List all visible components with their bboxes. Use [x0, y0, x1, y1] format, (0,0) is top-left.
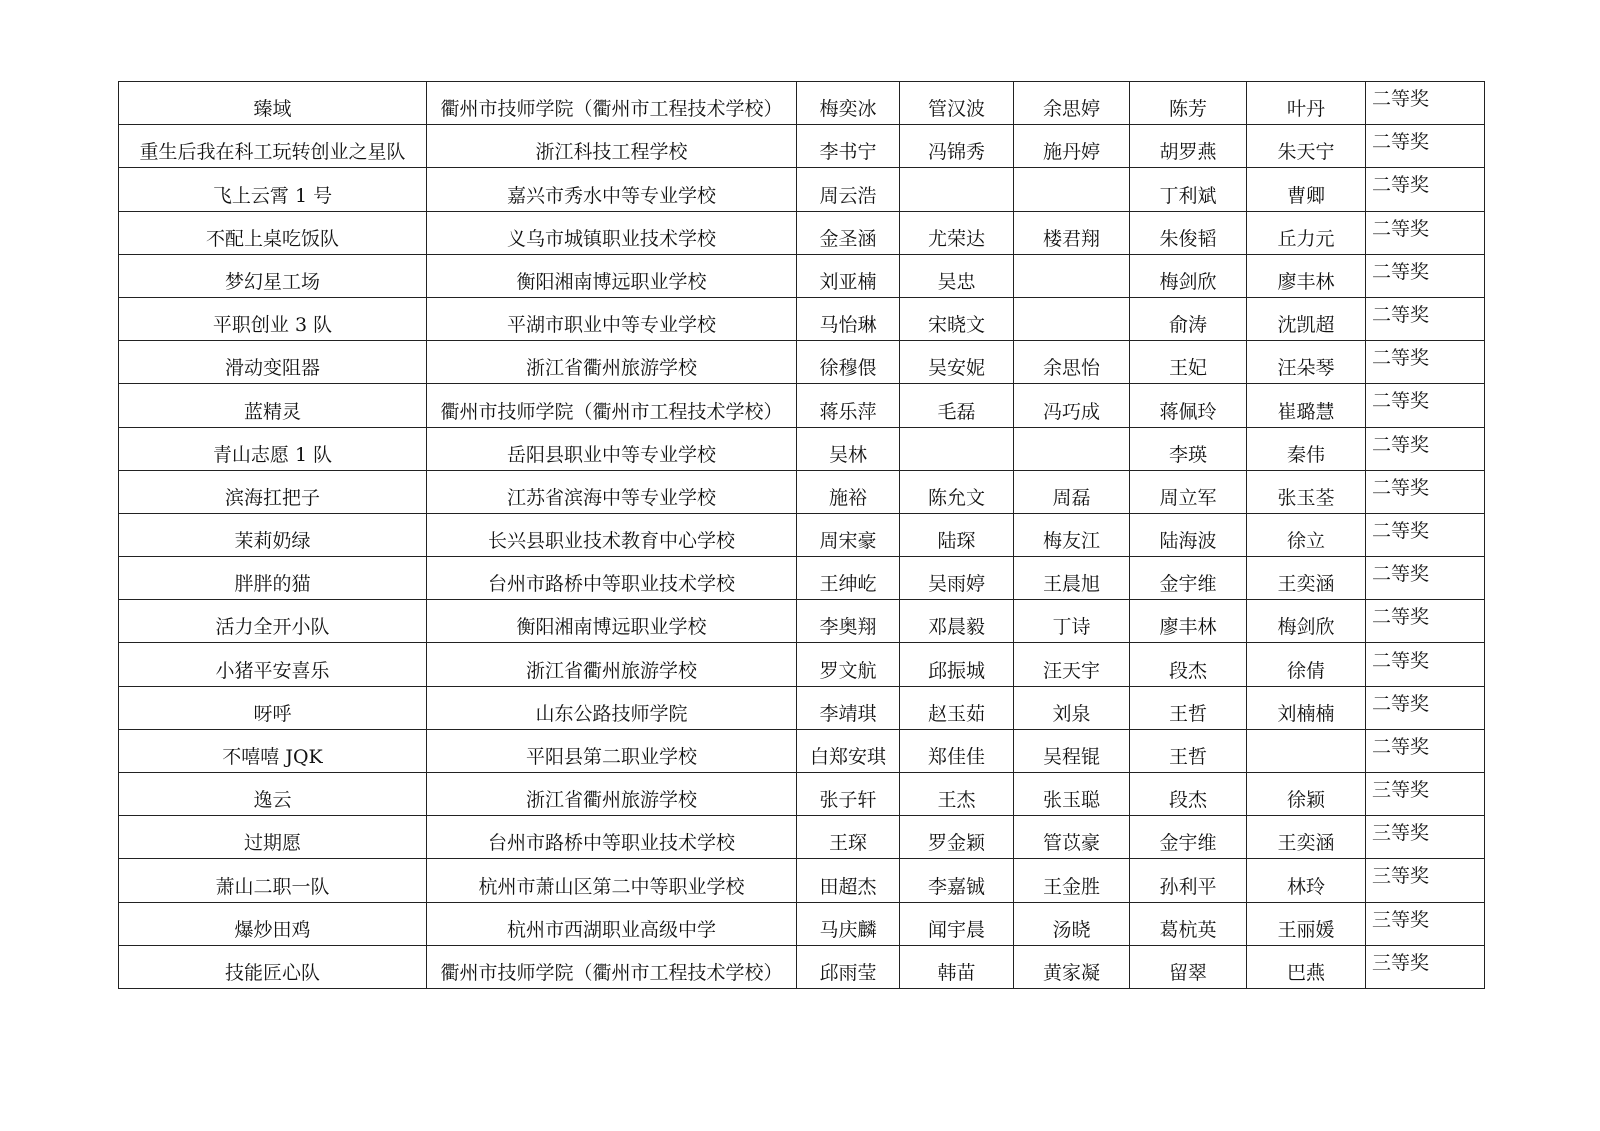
school-name-cell: 义乌市城镇职业技术学校	[427, 211, 797, 254]
award-table-body	[119, 82, 1485, 989]
member-3-cell: 王金胜	[1014, 859, 1130, 902]
award-level-cell: 二等奖	[1366, 686, 1485, 729]
member-1-cell: 刘亚楠	[797, 254, 900, 297]
member-3-cell: 汤晓	[1014, 902, 1130, 945]
member-1-cell: 张子轩	[797, 773, 900, 816]
teacher-1-cell: 陆海波	[1130, 513, 1247, 556]
team-name-cell: 平职创业 3 队	[119, 297, 427, 340]
member-3-cell	[1014, 254, 1130, 297]
award-level-cell: 三等奖	[1366, 816, 1485, 859]
table-row	[119, 297, 1485, 340]
award-level-cell: 二等奖	[1366, 600, 1485, 643]
teacher-1-cell: 王哲	[1130, 686, 1247, 729]
table-row	[119, 211, 1485, 254]
school-name-cell: 嘉兴市秀水中等专业学校	[427, 168, 797, 211]
team-name-cell: 活力全开小队	[119, 600, 427, 643]
member-3-cell: 丁诗	[1014, 600, 1130, 643]
teacher-2-cell: 巴燕	[1247, 945, 1366, 988]
school-name-cell: 衡阳湘南博远职业学校	[427, 254, 797, 297]
school-name-cell: 衢州市技师学院（衢州市工程技术学校）	[427, 945, 797, 988]
table-row	[119, 773, 1485, 816]
teacher-1-cell: 周立军	[1130, 470, 1247, 513]
award-level-cell: 二等奖	[1366, 341, 1485, 384]
teacher-1-cell: 王哲	[1130, 729, 1247, 772]
team-name-cell: 茉莉奶绿	[119, 513, 427, 556]
teacher-1-cell: 李瑛	[1130, 427, 1247, 470]
member-1-cell: 李靖琪	[797, 686, 900, 729]
table-row	[119, 643, 1485, 686]
teacher-1-cell: 陈芳	[1130, 82, 1247, 125]
member-1-cell: 王绅屹	[797, 557, 900, 600]
teacher-2-cell: 林玲	[1247, 859, 1366, 902]
teacher-1-cell: 段杰	[1130, 773, 1247, 816]
team-name-cell: 青山志愿 1 队	[119, 427, 427, 470]
member-1-cell: 周宋豪	[797, 513, 900, 556]
member-3-cell: 梅友江	[1014, 513, 1130, 556]
table-row	[119, 557, 1485, 600]
teacher-2-cell: 崔璐慧	[1247, 384, 1366, 427]
teacher-2-cell: 王丽媛	[1247, 902, 1366, 945]
member-2-cell: 管汉波	[900, 82, 1014, 125]
school-name-cell: 平湖市职业中等专业学校	[427, 297, 797, 340]
table-row	[119, 254, 1485, 297]
member-1-cell: 李书宁	[797, 125, 900, 168]
teacher-1-cell: 俞涛	[1130, 297, 1247, 340]
member-2-cell: 宋晓文	[900, 297, 1014, 340]
teacher-1-cell: 丁利斌	[1130, 168, 1247, 211]
member-3-cell: 施丹婷	[1014, 125, 1130, 168]
member-3-cell: 黄家凝	[1014, 945, 1130, 988]
award-level-cell: 二等奖	[1366, 125, 1485, 168]
award-level-cell: 二等奖	[1366, 168, 1485, 211]
member-1-cell: 马怡琳	[797, 297, 900, 340]
teacher-1-cell: 梅剑欣	[1130, 254, 1247, 297]
school-name-cell: 衢州市技师学院（衢州市工程技术学校）	[427, 384, 797, 427]
school-name-cell: 长兴县职业技术教育中心学校	[427, 513, 797, 556]
member-2-cell: 李嘉铖	[900, 859, 1014, 902]
team-name-cell: 滑动变阻器	[119, 341, 427, 384]
award-level-cell: 三等奖	[1366, 945, 1485, 988]
member-3-cell: 王晨旭	[1014, 557, 1130, 600]
team-name-cell: 不配上桌吃饭队	[119, 211, 427, 254]
table-row	[119, 729, 1485, 772]
school-name-cell: 台州市路桥中等职业技术学校	[427, 557, 797, 600]
school-name-cell: 浙江科技工程学校	[427, 125, 797, 168]
teacher-1-cell: 蒋佩玲	[1130, 384, 1247, 427]
member-1-cell: 徐穆偎	[797, 341, 900, 384]
table-row	[119, 168, 1485, 211]
teacher-2-cell: 张玉荃	[1247, 470, 1366, 513]
member-3-cell: 吴程锟	[1014, 729, 1130, 772]
award-level-cell: 三等奖	[1366, 859, 1485, 902]
teacher-2-cell: 朱天宁	[1247, 125, 1366, 168]
school-name-cell: 杭州市萧山区第二中等职业学校	[427, 859, 797, 902]
school-name-cell: 衡阳湘南博远职业学校	[427, 600, 797, 643]
team-name-cell: 滨海扛把子	[119, 470, 427, 513]
table-row	[119, 82, 1485, 125]
member-3-cell: 汪天宇	[1014, 643, 1130, 686]
teacher-1-cell: 葛杭英	[1130, 902, 1247, 945]
teacher-1-cell: 金宇维	[1130, 557, 1247, 600]
teacher-2-cell: 秦伟	[1247, 427, 1366, 470]
school-name-cell: 台州市路桥中等职业技术学校	[427, 816, 797, 859]
team-name-cell: 不嘻嘻 JQK	[119, 729, 427, 772]
team-name-cell: 小猪平安喜乐	[119, 643, 427, 686]
teacher-2-cell: 王奕涵	[1247, 816, 1366, 859]
member-1-cell: 田超杰	[797, 859, 900, 902]
table-row	[119, 902, 1485, 945]
team-name-cell: 重生后我在科工玩转创业之星队	[119, 125, 427, 168]
teacher-1-cell: 孙利平	[1130, 859, 1247, 902]
member-1-cell: 周云浩	[797, 168, 900, 211]
school-name-cell: 浙江省衢州旅游学校	[427, 773, 797, 816]
team-name-cell: 逸云	[119, 773, 427, 816]
table-row	[119, 816, 1485, 859]
member-1-cell: 施裕	[797, 470, 900, 513]
school-name-cell: 杭州市西湖职业高级中学	[427, 902, 797, 945]
team-name-cell: 胖胖的猫	[119, 557, 427, 600]
teacher-1-cell: 金宇维	[1130, 816, 1247, 859]
award-level-cell: 二等奖	[1366, 254, 1485, 297]
member-3-cell: 冯巧成	[1014, 384, 1130, 427]
member-2-cell: 吴安妮	[900, 341, 1014, 384]
member-1-cell: 白郑安琪	[797, 729, 900, 772]
table-row	[119, 513, 1485, 556]
table-row	[119, 859, 1485, 902]
member-3-cell: 余思怡	[1014, 341, 1130, 384]
member-3-cell	[1014, 427, 1130, 470]
award-level-cell: 二等奖	[1366, 427, 1485, 470]
teacher-1-cell: 胡罗燕	[1130, 125, 1247, 168]
member-3-cell: 张玉聪	[1014, 773, 1130, 816]
member-2-cell	[900, 168, 1014, 211]
award-level-cell: 二等奖	[1366, 557, 1485, 600]
school-name-cell: 浙江省衢州旅游学校	[427, 643, 797, 686]
member-3-cell: 余思婷	[1014, 82, 1130, 125]
member-2-cell: 邓晨毅	[900, 600, 1014, 643]
table-row	[119, 125, 1485, 168]
member-2-cell: 郑佳佳	[900, 729, 1014, 772]
table-row	[119, 427, 1485, 470]
member-2-cell: 王杰	[900, 773, 1014, 816]
award-level-cell: 二等奖	[1366, 82, 1485, 125]
member-2-cell: 闻宇晨	[900, 902, 1014, 945]
school-name-cell: 江苏省滨海中等专业学校	[427, 470, 797, 513]
award-level-cell: 二等奖	[1366, 297, 1485, 340]
table-row	[119, 686, 1485, 729]
teacher-2-cell: 汪朵琴	[1247, 341, 1366, 384]
teacher-2-cell: 叶丹	[1247, 82, 1366, 125]
teacher-2-cell: 刘楠楠	[1247, 686, 1366, 729]
teacher-2-cell: 丘力元	[1247, 211, 1366, 254]
member-1-cell: 吴林	[797, 427, 900, 470]
award-level-cell: 二等奖	[1366, 643, 1485, 686]
team-name-cell: 蓝精灵	[119, 384, 427, 427]
member-2-cell: 陆琛	[900, 513, 1014, 556]
teacher-1-cell: 廖丰林	[1130, 600, 1247, 643]
member-2-cell: 韩苗	[900, 945, 1014, 988]
member-2-cell: 冯锦秀	[900, 125, 1014, 168]
member-2-cell: 毛磊	[900, 384, 1014, 427]
teacher-2-cell: 王奕涵	[1247, 557, 1366, 600]
teacher-1-cell: 留翠	[1130, 945, 1247, 988]
team-name-cell: 飞上云霄 1 号	[119, 168, 427, 211]
award-level-cell: 二等奖	[1366, 384, 1485, 427]
teacher-1-cell: 段杰	[1130, 643, 1247, 686]
table-row	[119, 600, 1485, 643]
teacher-2-cell: 沈凯超	[1247, 297, 1366, 340]
member-2-cell: 邱振城	[900, 643, 1014, 686]
member-1-cell: 李奥翔	[797, 600, 900, 643]
member-2-cell: 罗金颖	[900, 816, 1014, 859]
teacher-2-cell: 徐颖	[1247, 773, 1366, 816]
member-2-cell: 吴忠	[900, 254, 1014, 297]
award-level-cell: 二等奖	[1366, 470, 1485, 513]
member-1-cell: 马庆麟	[797, 902, 900, 945]
member-3-cell: 管苡豪	[1014, 816, 1130, 859]
teacher-1-cell: 王妃	[1130, 341, 1247, 384]
member-3-cell: 周磊	[1014, 470, 1130, 513]
table-row	[119, 341, 1485, 384]
table-row	[119, 945, 1485, 988]
member-2-cell: 陈允文	[900, 470, 1014, 513]
member-2-cell	[900, 427, 1014, 470]
member-3-cell	[1014, 297, 1130, 340]
member-2-cell: 尤荣达	[900, 211, 1014, 254]
member-1-cell: 蒋乐萍	[797, 384, 900, 427]
team-name-cell: 梦幻星工场	[119, 254, 427, 297]
member-1-cell: 金圣涵	[797, 211, 900, 254]
member-3-cell: 楼君翔	[1014, 211, 1130, 254]
member-2-cell: 赵玉茹	[900, 686, 1014, 729]
teacher-2-cell: 曹卿	[1247, 168, 1366, 211]
team-name-cell: 过期愿	[119, 816, 427, 859]
table-row	[119, 384, 1485, 427]
member-1-cell: 邱雨莹	[797, 945, 900, 988]
member-1-cell: 王琛	[797, 816, 900, 859]
school-name-cell: 浙江省衢州旅游学校	[427, 341, 797, 384]
teacher-2-cell	[1247, 729, 1366, 772]
award-level-cell: 二等奖	[1366, 513, 1485, 556]
team-name-cell: 爆炒田鸡	[119, 902, 427, 945]
teacher-2-cell: 廖丰林	[1247, 254, 1366, 297]
teacher-2-cell: 梅剑欣	[1247, 600, 1366, 643]
team-name-cell: 呀呼	[119, 686, 427, 729]
school-name-cell: 衢州市技师学院（衢州市工程技术学校）	[427, 82, 797, 125]
member-2-cell: 吴雨婷	[900, 557, 1014, 600]
teacher-2-cell: 徐立	[1247, 513, 1366, 556]
team-name-cell: 萧山二职一队	[119, 859, 427, 902]
team-name-cell: 技能匠心队	[119, 945, 427, 988]
table-row	[119, 470, 1485, 513]
award-results-table	[118, 81, 1485, 989]
school-name-cell: 山东公路技师学院	[427, 686, 797, 729]
member-3-cell	[1014, 168, 1130, 211]
teacher-1-cell: 朱俊韬	[1130, 211, 1247, 254]
school-name-cell: 平阳县第二职业学校	[427, 729, 797, 772]
award-level-cell: 二等奖	[1366, 729, 1485, 772]
teacher-2-cell: 徐倩	[1247, 643, 1366, 686]
member-3-cell: 刘泉	[1014, 686, 1130, 729]
award-level-cell: 三等奖	[1366, 902, 1485, 945]
award-level-cell: 三等奖	[1366, 773, 1485, 816]
school-name-cell: 岳阳县职业中等专业学校	[427, 427, 797, 470]
team-name-cell: 臻域	[119, 82, 427, 125]
member-1-cell: 罗文航	[797, 643, 900, 686]
member-1-cell: 梅奕冰	[797, 82, 900, 125]
award-level-cell: 二等奖	[1366, 211, 1485, 254]
